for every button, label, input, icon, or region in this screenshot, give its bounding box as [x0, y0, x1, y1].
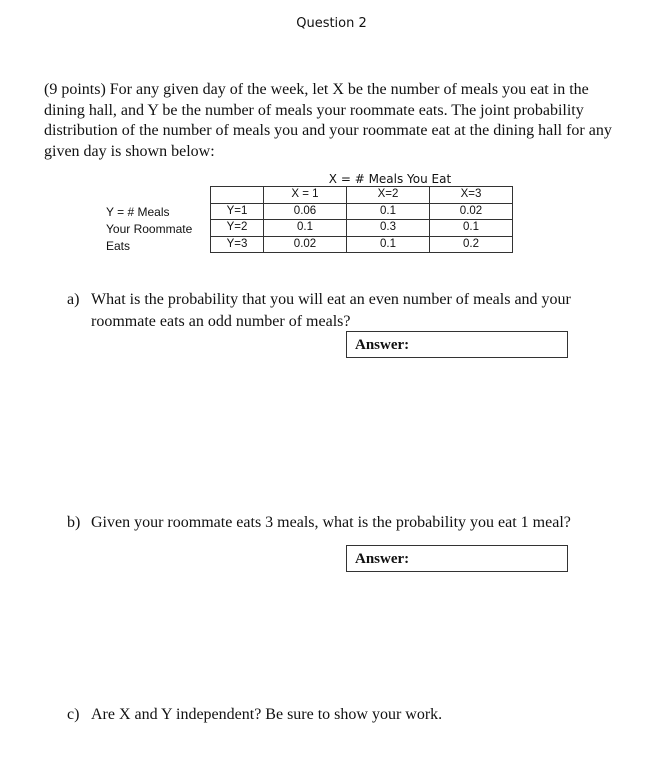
joint-probability-table: [210, 186, 513, 253]
table-row: [211, 236, 513, 253]
table-cell: Y=3: [211, 236, 264, 253]
question-title: Question 2: [296, 16, 367, 31]
question-c-marker: c): [67, 706, 80, 723]
table-cell: 0.06: [264, 203, 347, 220]
table-cell: 0.1: [347, 203, 430, 220]
table-cell: X=2: [347, 187, 430, 204]
answer-box-a[interactable]: Answer:: [346, 331, 568, 358]
table-header-row: [211, 187, 513, 204]
y-label-line: Your Roommate: [106, 222, 193, 236]
y-label-line: Eats: [106, 239, 131, 253]
question-b-marker: b): [67, 514, 81, 531]
table-cell: X=3: [430, 187, 513, 204]
question-a-text: What is the probability that you will eat an even number of meals and your roommate eats an odd number of meals?: [91, 291, 571, 330]
intro-paragraph: (9 points) For any given day of the week, let X be the number of meals you eat in the dining hall, and Y be the number of meals your roommate eats. The joint probability distribution of the number of meals you and your roommate eat at the dining hall for any given day is shown below:: [44, 81, 612, 160]
table-cell: Y=1: [211, 203, 264, 220]
table-cell: 0.2: [430, 236, 513, 253]
x-axis-header: X = # Meals You Eat: [328, 172, 452, 186]
y-axis-label: [106, 204, 192, 255]
table-cell: [211, 187, 264, 204]
y-label-line: Y = # Meals: [106, 205, 170, 219]
table-cell: X = 1: [264, 187, 347, 204]
table-cell: 0.02: [430, 203, 513, 220]
table-cell: Y=2: [211, 220, 264, 237]
table-cell: 0.1: [264, 220, 347, 237]
table-cell: 0.1: [347, 236, 430, 253]
question-c-text: Are X and Y independent? Be sure to show your work.: [91, 706, 443, 723]
table-row: [211, 203, 513, 220]
table-cell: 0.02: [264, 236, 347, 253]
table-cell: 0.3: [347, 220, 430, 237]
question-b-text: Given your roommate eats 3 meals, what is the probability you eat 1 meal?: [91, 514, 571, 531]
table-cell: 0.1: [430, 220, 513, 237]
table-row: [211, 220, 513, 237]
question-a-marker: a): [67, 291, 80, 308]
answer-box-b[interactable]: Answer:: [346, 545, 568, 572]
